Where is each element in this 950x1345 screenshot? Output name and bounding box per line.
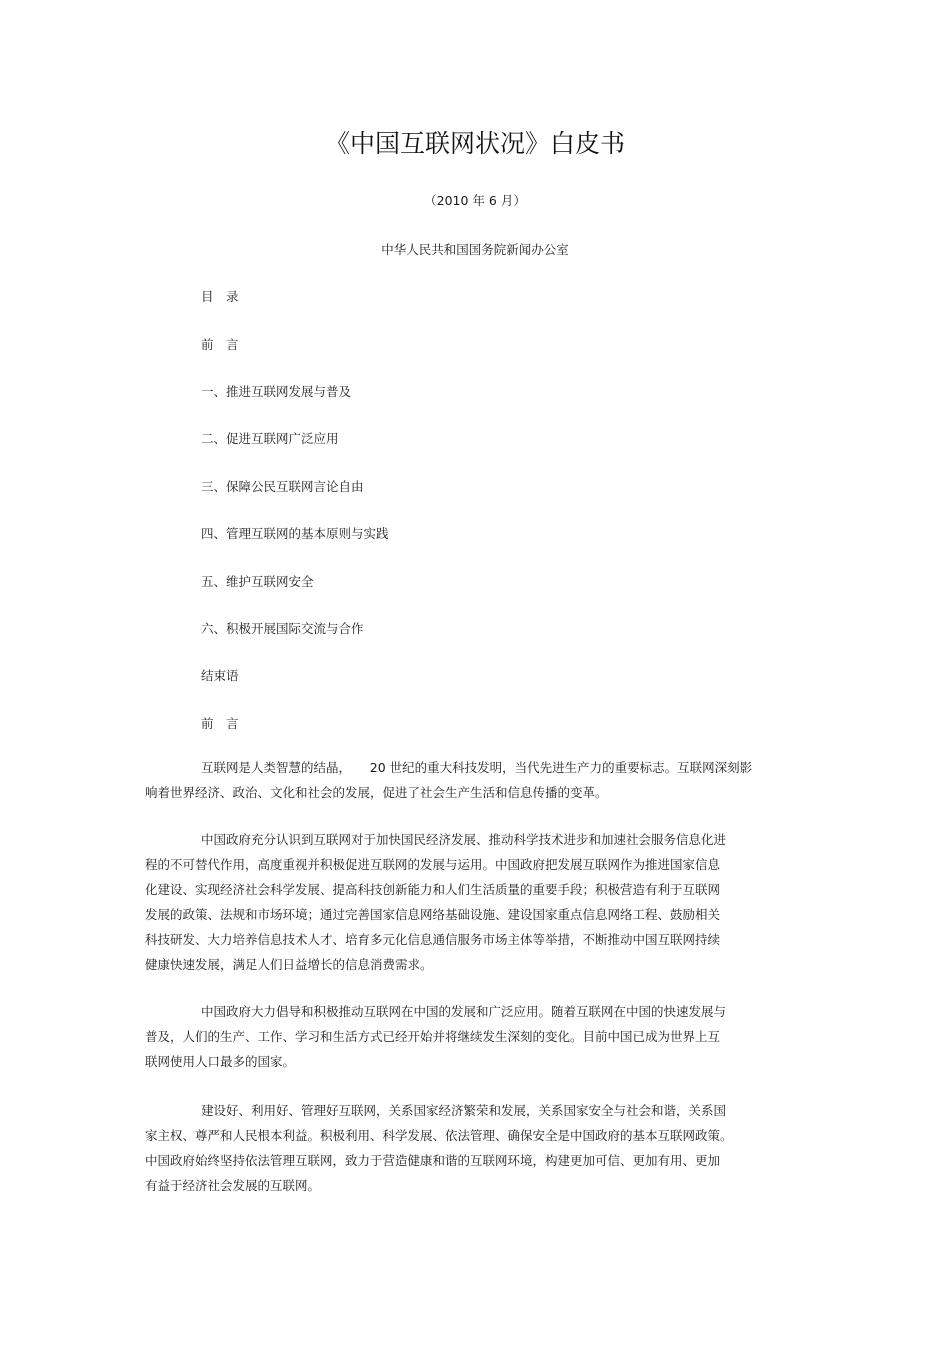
body-paragraph-4 [145,1098,775,1198]
body-paragraph-1 [145,755,775,805]
paragraph-line: 普及，人们的生产、工作、学习和生活方式已经开始并将继续发生深刻的变化。目前中国已成为世界上互 [145,1029,721,1044]
toc-item-preface: 前 言 [201,337,239,352]
toc-item-4: 四、管理互联网的基本原则与实践 [201,526,389,541]
toc-item-2: 二、促进互联网广泛应用 [201,431,339,446]
toc-item-3: 三、保障公民互联网言论自由 [201,479,364,494]
paragraph-line: 健康快速发展，满足人们日益增长的信息消费需求。 [145,957,433,972]
section-heading-preface: 前 言 [201,716,239,731]
toc-item-5: 五、维护互联网安全 [201,574,314,589]
toc-item-conclusion: 结束语 [201,668,239,683]
paragraph-line: 响着世界经济、政治、文化和社会的发展，促进了社会生产生活和信息传播的变革。 [145,785,608,800]
toc-heading: 目 录 [201,289,239,304]
paragraph-line: 化建设、实现经济社会科学发展、提高科技创新能力和人们生活质量的重要手段；积极营造有利于互联网 [145,882,721,897]
toc-item-6: 六、积极开展国际交流与合作 [201,621,364,636]
paragraph-line: 中国政府充分认识到互联网对于加快国民经济发展、推动科学技术进步和加速社会服务信息化进 [201,832,727,847]
paragraph-line: 中国政府始终坚持依法管理互联网，致力于营造健康和谐的互联网环境，构建更加可信、更加有用、更加 [145,1153,721,1168]
paragraph-line: 建设好、利用好、管理好互联网，关系国家经济繁荣和发展，关系国家安全与社会和谐，关系国 [201,1103,727,1118]
paragraph-line: 程的不可替代作用，高度重视并积极促进互联网的发展与运用。中国政府把发展互联网作为推进国家信息 [145,857,721,872]
paragraph-line: 联网使用人口最多的国家。 [145,1054,296,1069]
paragraph-line: 互联网是人类智慧的结晶， 20 世纪的重大科技发明，当代先进生产力的重要标志。互联网深刻影 [201,760,753,775]
issuing-organization: 中华人民共和国国务院新闻办公室 [381,242,569,257]
paragraph-line: 中国政府大力倡导和积极推动互联网在中国的发展和广泛应用。随着互联网在中国的快速发展与 [201,1004,727,1019]
paragraph-line: 发展的政策、法规和市场环境；通过完善国家信息网络基础设施、建设国家重点信息网络工程、鼓励相关 [145,907,721,922]
document-title: 《中国互联网状况》白皮书 [324,129,625,158]
paragraph-line: 家主权、尊严和人民根本利益。积极利用、科学发展、依法管理、确保安全是中国政府的基本互联网政策。 [145,1128,733,1143]
paragraph-line: 科技研发、大力培养信息技术人才、培育多元化信息通信服务市场主体等举措，不断推动中国互联网持续 [145,932,721,947]
publication-date: （2010 年 6 月） [424,193,526,208]
body-paragraph-3 [145,999,775,1074]
paragraph-line: 有益于经济社会发展的互联网。 [145,1178,321,1193]
toc-item-1: 一、推进互联网发展与普及 [201,384,352,399]
body-paragraph-2 [145,827,775,977]
